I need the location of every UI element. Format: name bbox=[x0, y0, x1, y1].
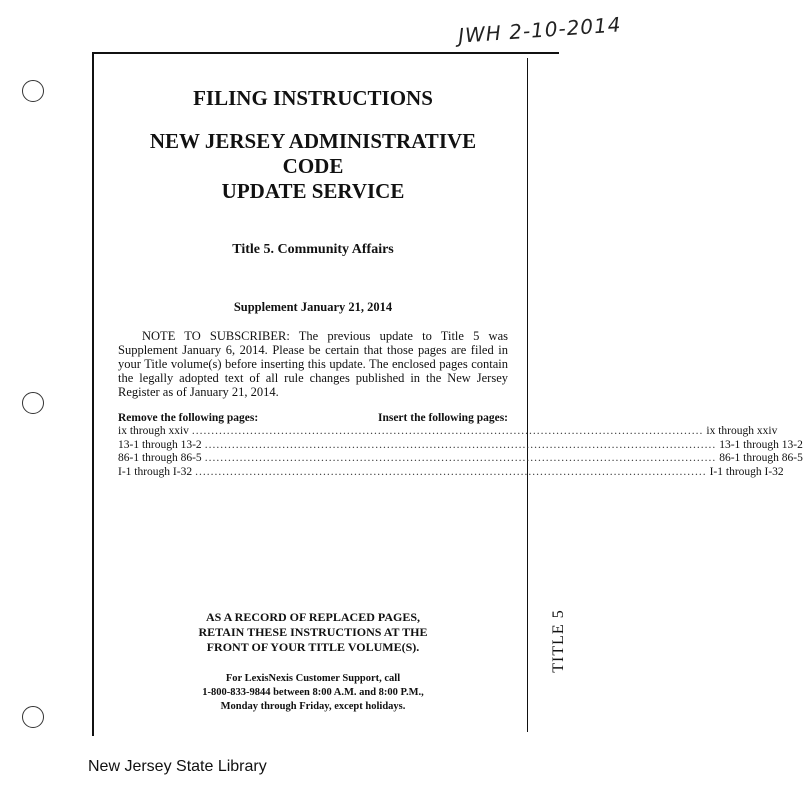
insert-pages: ix through xxiv bbox=[706, 425, 778, 437]
code-heading-line1: NEW JERSEY ADMINISTRATIVE CODE bbox=[149, 129, 477, 178]
table-row bbox=[118, 452, 803, 466]
record-notice bbox=[118, 610, 508, 655]
dot-leader: .................................................................................................................................... bbox=[204, 452, 717, 464]
support-line3: Monday through Friday, except holidays. bbox=[220, 701, 406, 712]
dot-leader: .................................................................................................................................... bbox=[191, 425, 704, 437]
pages-table bbox=[118, 411, 803, 480]
tab-divider-line bbox=[527, 58, 528, 732]
remove-pages: I-1 through I-32 bbox=[118, 465, 193, 478]
punch-hole-top bbox=[22, 80, 44, 102]
support-line2: 1-800-833-9844 between 8:00 A.M. and 8:00 P.M., bbox=[202, 687, 424, 698]
remove-pages: 86-1 through 86-5 bbox=[118, 452, 202, 464]
table-row bbox=[118, 425, 778, 439]
handwritten-annotation: JWH 2-10-2014 bbox=[457, 12, 623, 48]
dot-leader: .................................................................................................................................... bbox=[204, 438, 717, 451]
title-name: Title 5. Community Affairs bbox=[232, 242, 394, 257]
support-line1: For LexisNexis Customer Support, call bbox=[225, 673, 401, 684]
remove-pages: 13-1 through 13-2 bbox=[118, 438, 202, 451]
instructions-content bbox=[118, 86, 803, 479]
insert-pages: 13-1 through 13-2 bbox=[719, 438, 803, 451]
dot-leader: .................................................................................................................................... bbox=[195, 465, 707, 478]
filing-instructions-heading: FILING INSTRUCTIONS bbox=[193, 86, 433, 110]
insert-pages: 86-1 through 86-5 bbox=[719, 452, 803, 464]
punch-hole-middle bbox=[22, 392, 44, 414]
record-notice-line1: AS A RECORD OF REPLACED PAGES, bbox=[205, 610, 421, 624]
subscriber-note: NOTE TO SUBSCRIBER: The previous update to Title 5 was Supplement January 6, 2014. Please be certain that those pages are filed in your Title volume(s) before inserting this update. The enclosed pages contain the legally adopted text of all rule changes published in the New Jersey Register as of January 21, 2014. bbox=[118, 329, 508, 399]
insert-pages: I-1 through I-32 bbox=[709, 465, 784, 478]
record-notice-line2: RETAIN THESE INSTRUCTIONS AT THE bbox=[198, 625, 428, 639]
record-notice-line3: FRONT OF YOUR TITLE VOLUME(S). bbox=[206, 640, 420, 654]
code-heading bbox=[118, 129, 508, 204]
code-heading-line2: UPDATE SERVICE bbox=[221, 179, 405, 203]
table-row bbox=[118, 438, 803, 453]
remove-header: Remove the following pages: bbox=[118, 411, 259, 424]
pages-table-header bbox=[118, 412, 508, 426]
library-footer: New Jersey State Library bbox=[88, 758, 267, 775]
customer-support-info bbox=[118, 672, 508, 714]
remove-pages: ix through xxiv bbox=[118, 425, 189, 437]
table-row bbox=[118, 465, 784, 480]
title-tab-label: TITLE 5 bbox=[550, 609, 567, 673]
supplement-date: Supplement January 21, 2014 bbox=[233, 300, 393, 314]
insert-header: Insert the following pages: bbox=[377, 411, 508, 424]
punch-hole-bottom bbox=[22, 706, 44, 728]
